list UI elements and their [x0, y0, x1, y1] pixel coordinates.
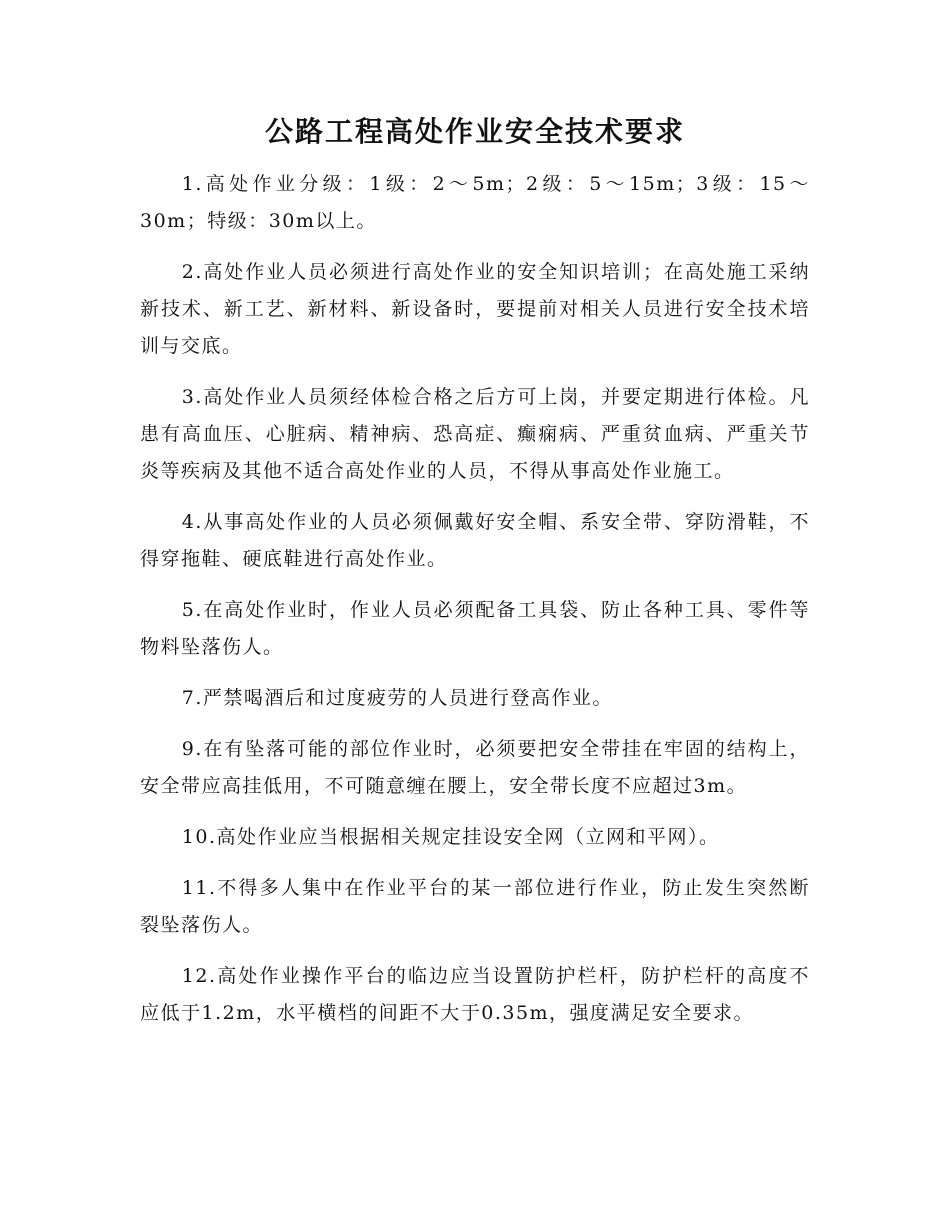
paragraph-2: 2.高处作业人员必须进行高处作业的安全知识培训；在高处施工采纳新技术、新工艺、新材料、新设备时，要提前对相关人员进行安全技术培训与交底。: [140, 261, 810, 357]
paragraph-1: 1.高处作业分级：1级：2～5m；2级：5～15m；3级：15～30m；特级：30m以上。: [140, 173, 810, 232]
paragraph-3: 3.高处作业人员须经体检合格之后方可上岗，并要定期进行体检。凡患有高血压、心脏病、精神病、恐高症、癫痫病、严重贫血病、严重关节炎等疾病及其他不适合高处作业的人员，不得从事高处作业施工。: [140, 386, 810, 482]
paragraph-12: 12.高处作业操作平台的临边应当设置防护栏杆，防护栏杆的高度不应低于1.2m，水平横档的间距不大于0.35m，强度满足安全要求。: [140, 965, 810, 1024]
paragraph-10: 10.高处作业应当根据相关规定挂设安全网（立网和平网）。: [181, 826, 720, 848]
paragraph-9: 9.在有坠落可能的部位作业时，必须要把安全带挂在牢固的结构上，安全带应高挂低用，不可随意缠在腰上，安全带长度不应超过3m。: [140, 738, 810, 797]
document-title: 公路工程高处作业安全技术要求: [264, 115, 685, 148]
paragraph-5: 5.在高处作业时，作业人员必须配备工具袋、防止各种工具、零件等物料坠落伤人。: [140, 599, 810, 658]
paragraph-11: 11.不得多人集中在作业平台的某一部位进行作业，防止发生突然断裂坠落伤人。: [140, 877, 810, 936]
paragraph-7: 7.严禁喝酒后和过度疲劳的人员进行登高作业。: [181, 687, 613, 709]
paragraph-4: 4.从事高处作业的人员必须佩戴好安全帽、系安全带、穿防滑鞋，不得穿拖鞋、硬底鞋进行高处作业。: [140, 511, 810, 570]
document-body: [140, 166, 810, 1032]
